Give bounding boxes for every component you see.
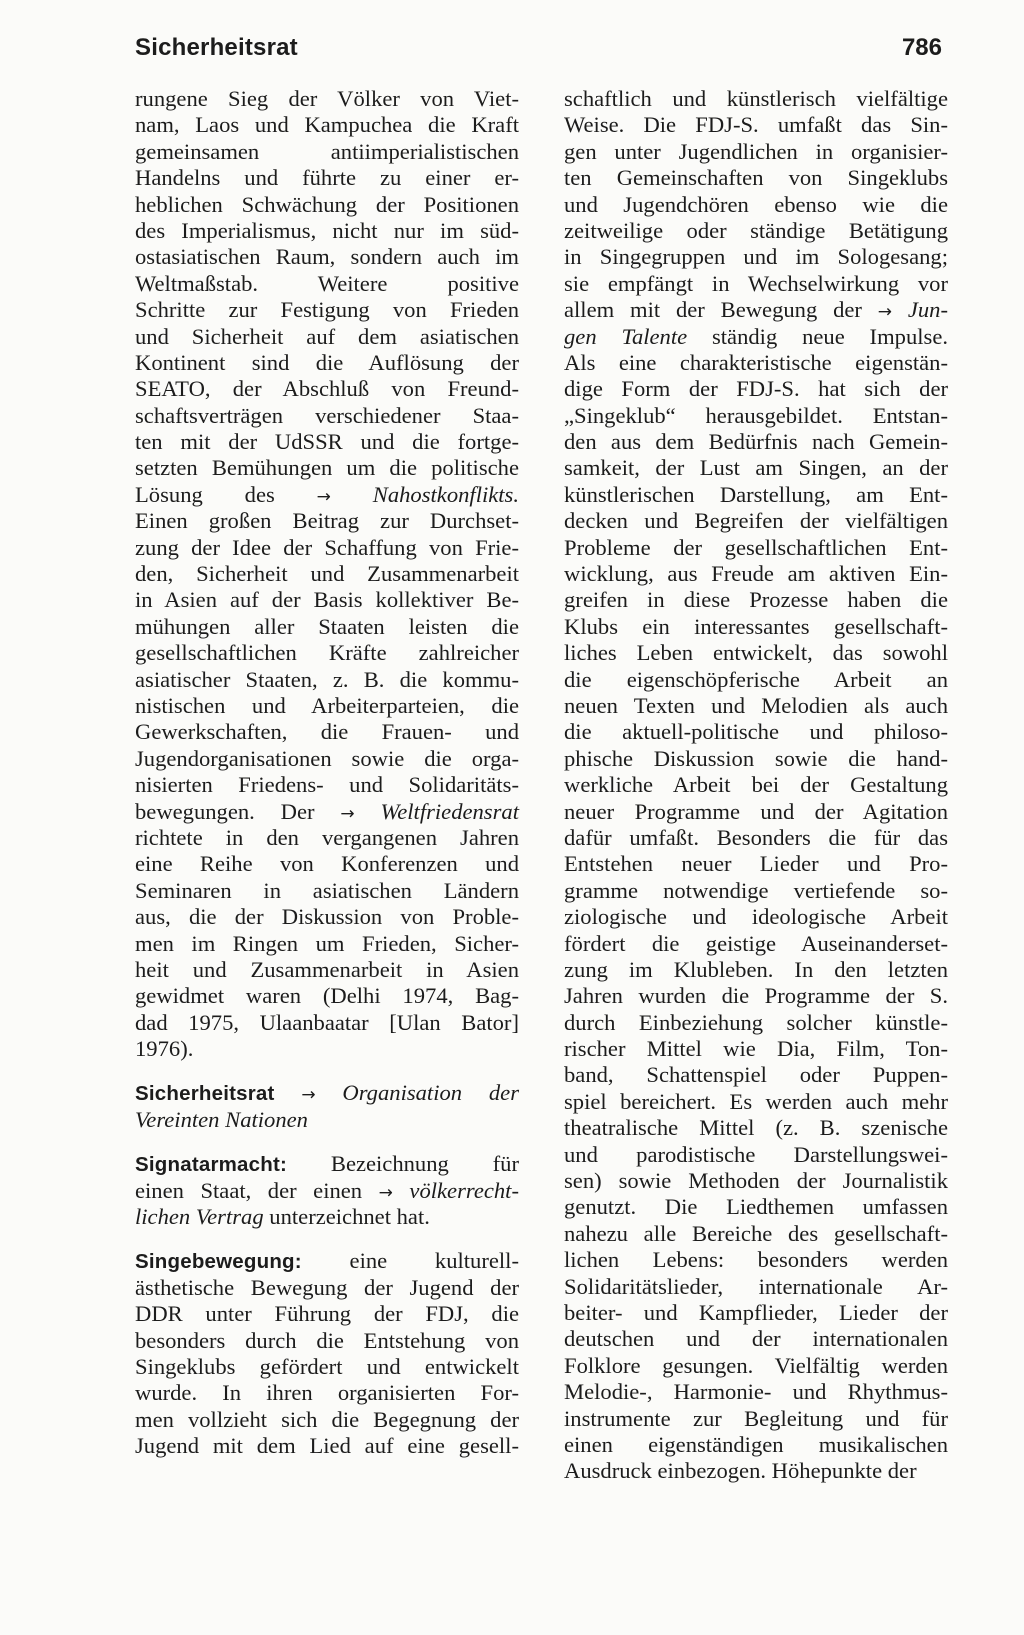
text-line: Gewerkschaften, die Frauen- und [135, 719, 519, 745]
text-line: den aus dem Bedürfnis nach Gemein- [564, 429, 948, 455]
text-line: und Sicherheit auf dem asiatischen [135, 323, 519, 349]
entry-first-line [135, 1151, 519, 1177]
entry-headword: Signatarmacht: [135, 1153, 288, 1177]
entry-headword: Singebewegung: [135, 1250, 302, 1274]
text-line: zeitweilige oder ständige Betätigung [564, 217, 948, 243]
text-line: zung der Idee der Schaffung von Frie- [135, 534, 519, 560]
text-line: eine Reihe von Konferenzen und [135, 851, 519, 877]
text-line: nahezu alle Bereiche des gesellschaft- [564, 1220, 948, 1246]
text-line: beiter- und Kampflieder, Lieder der [564, 1299, 948, 1325]
text-line: dige Form der FDJ-S. hat sich der [564, 376, 948, 402]
text-line: den, Sicherheit und Zusammenarbeit [135, 561, 519, 587]
text-line: durch Einbeziehung solcher künstle- [564, 1009, 948, 1035]
intro-paragraph [135, 86, 519, 1062]
text-line: phische Diskussion sowie die hand- [564, 745, 948, 771]
text-line: DDR unter Führung der FDJ, die [135, 1301, 519, 1327]
text-line: spiel bereichert. Es werden auch mehr [564, 1088, 948, 1114]
text-line: SEATO, der Abschluß von Freund- [135, 376, 519, 402]
text-line: deutschen und der internationalen [564, 1326, 948, 1352]
text-line-with-reference [564, 324, 948, 350]
text-line: Solidaritätslieder, internationale Ar- [564, 1273, 948, 1299]
text-line: richtete in den vergangenen Jahren [135, 824, 519, 850]
text-line: gemeinsamen antiimperialistischen [135, 138, 519, 164]
text-line: Als eine charakteristische eigenstän- [564, 349, 948, 375]
line-text: einen Staat, der einen [135, 1177, 363, 1203]
text-line-with-reference [135, 799, 519, 825]
line-text: bewegungen. Der [135, 798, 315, 824]
entry-first-line [135, 1248, 519, 1274]
text-line: Handelns und führte zu einer er- [135, 165, 519, 191]
text-line: die eigenschöpferische Arbeit an [564, 666, 948, 692]
cross-reference-link[interactable]: Nahostkonflikts. [372, 481, 519, 507]
text-line: die aktuell-politische und philoso- [564, 719, 948, 745]
entry-sicherheitsrat [135, 1080, 519, 1133]
entry-first-line [135, 1080, 519, 1106]
text-line: Jugend mit dem Lied auf eine gesell- [135, 1433, 519, 1459]
text-line: nisierten Friedens- und Solidaritäts- [135, 772, 519, 798]
text-line: des Imperialismus, nicht nur im süd- [135, 217, 519, 243]
text-line: dafür umfaßt. Besonders die für das [564, 824, 948, 850]
text-line: rischer Mittel wie Dia, Film, Ton- [564, 1036, 948, 1062]
entry-separator [135, 1230, 519, 1248]
text-line: aus, die der Diskussion von Proble- [135, 904, 519, 930]
text-line: genutzt. Die Liedthemen umfassen [564, 1194, 948, 1220]
text-line: schaftlich und künstlerisch vielfältige [564, 86, 948, 111]
line-text: eine kulturell- [349, 1248, 519, 1274]
text-line: werkliche Arbeit bei der Gestaltung [564, 772, 948, 798]
cross-reference-link[interactable]: völkerrecht- [409, 1177, 519, 1203]
text-line: wurde. In ihren organisierten For- [135, 1380, 519, 1406]
text-line: Melodie-, Harmonie- und Rhythmus- [564, 1379, 948, 1405]
text-line: in Singegruppen und im Sologesang; [564, 244, 948, 270]
cross-reference-arrow-icon: → [877, 302, 893, 323]
text-line: band, Schattenspiel oder Puppen- [564, 1062, 948, 1088]
text-line: Weltmaßstab. Weitere positive [135, 270, 519, 296]
cross-reference-link[interactable]: gen Talente [564, 323, 688, 349]
text-line: gramme notwendige vertiefende so- [564, 877, 948, 903]
text-line: Probleme der gesellschaftlichen Ent- [564, 534, 948, 560]
text-line: Schritte zur Festigung von Frieden [135, 297, 519, 323]
text-line: samkeit, der Lust am Singen, an der [564, 455, 948, 481]
text-line: gesellschaftlichen Kräfte zahlreicher [135, 640, 519, 666]
text-line: asiatischer Staaten, z. B. die kommu- [135, 666, 519, 692]
text-line: ten mit der UdSSR und die fortge- [135, 429, 519, 455]
text-line: ziologische und ideologische Arbeit [564, 904, 948, 930]
text-line: Entstehen neuer Lieder und Pro- [564, 851, 948, 877]
text-line: sen) sowie Methoden der Journalistik [564, 1168, 948, 1194]
text-line: künstlerischen Darstellung, am Ent- [564, 481, 948, 507]
text-line: men vollzieht sich die Begegnung der [135, 1406, 519, 1432]
running-head: Sicherheitsrat [135, 34, 298, 61]
text-line: Klubs ein interessantes gesellschaft- [564, 613, 948, 639]
text-line: besonders durch die Entstehung von [135, 1327, 519, 1353]
text-line: lichen Lebens: besonders werden [564, 1247, 948, 1273]
line-text: ständig neue Impulse. [711, 323, 948, 349]
line-text: unterzeichnet hat. [269, 1204, 430, 1230]
text-line: Seminaren in asiatischen Ländern [135, 877, 519, 903]
text-line [135, 1107, 519, 1133]
text-line: men im Ringen um Frieden, Sicher- [135, 930, 519, 956]
cross-reference-link[interactable]: lichen Vertrag [135, 1204, 264, 1230]
text-line: heblichen Schwächung der Positionen [135, 191, 519, 217]
text-line: Einen großen Beitrag zur Durchset- [135, 508, 519, 534]
text-line: instrumente zur Begleitung und für [564, 1405, 948, 1431]
entry-signatarmacht [135, 1151, 519, 1230]
cross-reference-arrow-icon: → [378, 1182, 393, 1203]
entry-singebewegung [135, 1248, 519, 1459]
text-line: zung im Klubleben. In den letzten [564, 956, 948, 982]
text-line-with-reference [135, 482, 519, 508]
text-line: ten Gemeinschaften von Singeklubs [564, 165, 948, 191]
text-line: ästhetische Bewegung der Jugend der [135, 1274, 519, 1300]
line-text: allem mit der Bewegung der [564, 297, 862, 323]
text-line: schaftsverträgen verschiedener Staa- [135, 402, 519, 428]
text-line: Kontinent sind die Auflösung der [135, 349, 519, 375]
cross-reference-arrow-icon: → [316, 486, 331, 507]
text-line-with-reference [135, 1204, 519, 1230]
text-line: rungene Sieg der Völker von Viet- [135, 86, 519, 111]
text-line-with-reference [135, 1178, 519, 1204]
text-line: in Asien auf der Basis kollektiver Be- [135, 587, 519, 613]
entry-separator [135, 1062, 519, 1080]
line-text: Bezeichnung für [330, 1151, 519, 1177]
cross-reference-arrow-icon: → [340, 803, 355, 824]
cross-reference-link[interactable]: Weltfriedensrat [380, 798, 519, 824]
text-line: neuer Programme und der Agitation [564, 798, 948, 824]
entry-headword: Sicherheitsrat [135, 1082, 275, 1106]
text-line: nam, Laos und Kampuchea die Kraft [135, 112, 519, 138]
cross-reference-link[interactable]: Jun- [907, 297, 948, 323]
text-line: Jahren wurden die Programme der S. [564, 983, 948, 1009]
text-line: einen eigenständigen musikalischen [564, 1431, 948, 1457]
text-line: sie empfängt in Wechselwirkung vor [564, 270, 948, 296]
text-line: und Jugendchören ebenso wie die [564, 191, 948, 217]
text-line: greifen in diese Prozesse haben die [564, 587, 948, 613]
text-line: mühungen aller Staaten leisten die [135, 613, 519, 639]
text-line: und parodistische Darstellungswei- [564, 1141, 948, 1167]
text-line: theatralische Mittel (z. B. szenische [564, 1115, 948, 1141]
text-line: nistischen und Arbeiterparteien, die [135, 692, 519, 718]
left-column [135, 86, 519, 1460]
cross-reference-arrow-icon: → [301, 1085, 316, 1106]
page-number: 786 [901, 34, 942, 61]
text-line: decken und Begreifen der vielfältigen [564, 508, 948, 534]
text-line: dad 1975, Ulaanbaatar [Ulan Bator] [135, 1009, 519, 1035]
text-line: 1976). [135, 1036, 194, 1062]
text-line: ostasiatischen Raum, sondern auch im [135, 244, 519, 270]
entry-separator [135, 1133, 519, 1151]
text-line: Folklore gesungen. Vielfältig werden [564, 1352, 948, 1378]
text-line: heit und Zusammenarbeit in Asien [135, 956, 519, 982]
text-line: Singeklubs gefördert und entwickelt [135, 1353, 519, 1379]
text-line: Ausdruck einbezogen. Höhepunkte der [564, 1458, 917, 1484]
text-line-with-reference [564, 297, 948, 323]
line-text: Lösung des [135, 481, 275, 507]
text-line: „Singeklub“ herausgebildet. Entstan- [564, 402, 948, 428]
cross-reference-link[interactable]: Vereinten Nationen [135, 1106, 308, 1132]
text-line: setzten Bemühungen um die politische [135, 455, 519, 481]
text-line: gewidmet waren (Delhi 1974, Bag- [135, 983, 519, 1009]
text-line: neuen Texten und Melodien als auch [564, 692, 948, 718]
text-line: gen unter Jugendlichen in organisier- [564, 138, 948, 164]
text-line: Weise. Die FDJ-S. umfaßt das Sin- [564, 112, 948, 138]
right-column [564, 86, 948, 1485]
text-line: wicklung, aus Freude am aktiven Ein- [564, 561, 948, 587]
right-column-continuation [564, 350, 948, 1485]
cross-reference-link[interactable]: Organisation der [342, 1080, 519, 1106]
text-line: Jugendorganisationen sowie die orga- [135, 745, 519, 771]
text-line: liches Leben entwickelt, das sowohl [564, 640, 948, 666]
text-line: fördert die geistige Auseinanderset- [564, 930, 948, 956]
